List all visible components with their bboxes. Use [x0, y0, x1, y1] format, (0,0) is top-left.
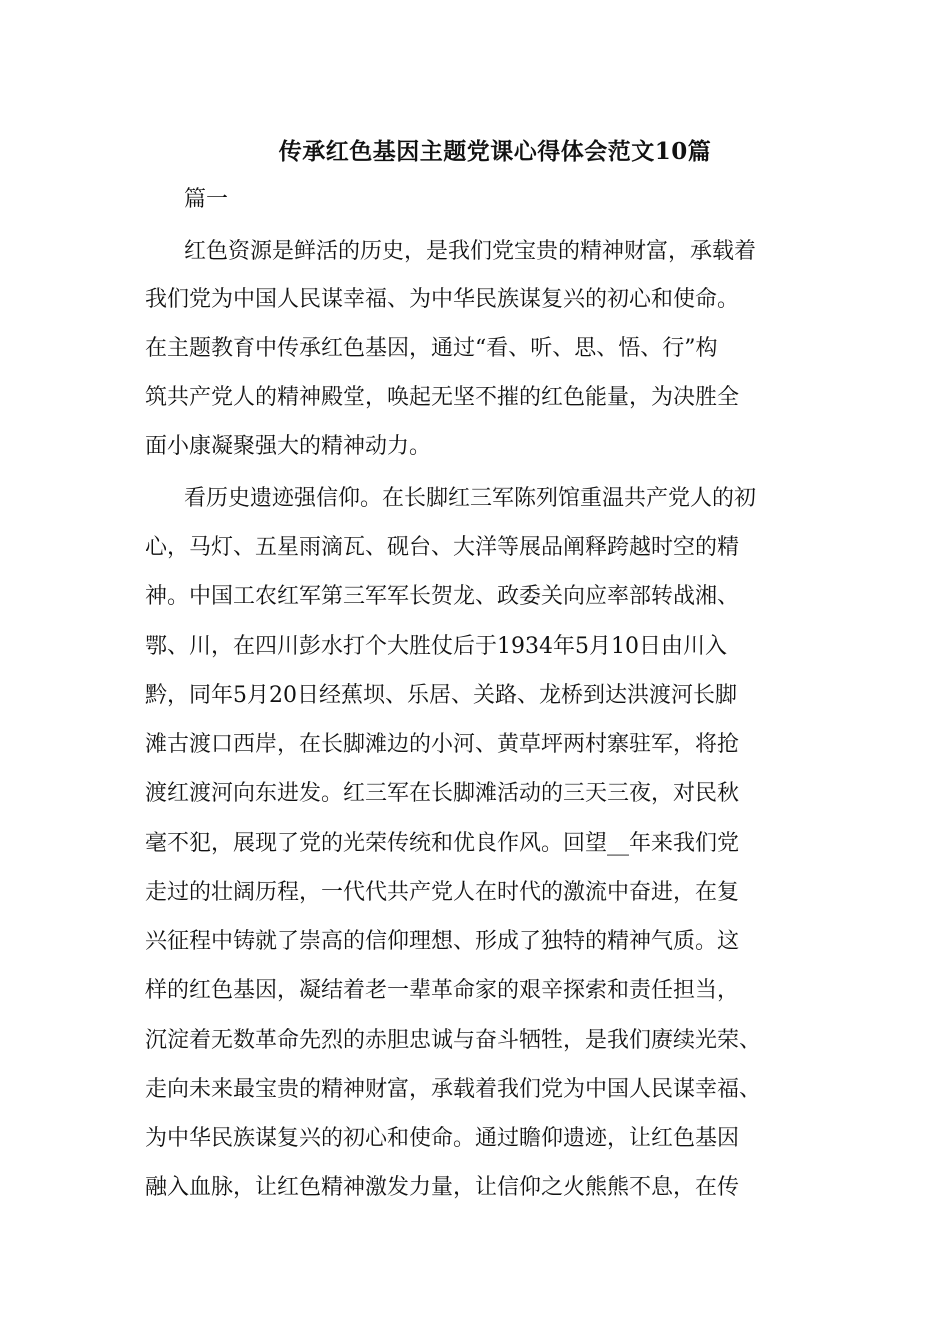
text-line: 筑共产党人的精神殿堂，唤起无坚不摧的红色能量，为决胜全 — [145, 385, 740, 410]
text-line: 走向未来最宝贵的精神财富，承载着我们党为中国人民谋幸福、 — [145, 1077, 762, 1102]
text-line: 面小康凝聚强大的精神动力。 — [145, 434, 432, 459]
text-line: 样的红色基因，凝结着老一辈革命家的艰辛探索和责任担当， — [145, 978, 740, 1003]
text-line: 为中华民族谋复兴的初心和使命。通过瞻仰遗迹，让红色基因 — [145, 1126, 740, 1151]
text-line: 看历史遗迹强信仰。在长脚红三军陈列馆重温共产党人的初 — [184, 486, 757, 511]
text-line: 沉淀着无数革命先烈的赤胆忠诚与奋斗牺牲，是我们赓续光荣、 — [145, 1028, 762, 1053]
text-line: 红色资源是鲜活的历史，是我们党宝贵的精神财富，承载着 — [184, 239, 757, 264]
text-line: 兴征程中铸就了崇高的信仰理想、形成了独特的精神气质。这 — [145, 929, 740, 954]
document-title: 传承红色基因主题党课心得体会范文10篇 — [278, 138, 712, 165]
text-line: 走过的壮阔历程，一代代共产党人在时代的激流中奋进，在复 — [145, 880, 740, 905]
text-line: 在主题教育中传承红色基因，通过“看、听、思、悟、行”构 — [145, 336, 718, 361]
text-line: 滩古渡口西岸，在长脚滩边的小河、黄草坪两村寨驻军，将抢 — [145, 732, 740, 757]
text-line: 融入血脉，让红色精神激发力量，让信仰之火熊熊不息，在传 — [145, 1175, 740, 1200]
section-label: 篇一 — [184, 187, 229, 212]
text-line: 神。中国工农红军第三军军长贺龙、政委关向应率部转战湘、 — [145, 584, 740, 609]
text-line: 鄂、川，在四川彭水打个大胜仗后于1934年5月10日由川入 — [145, 634, 727, 659]
text-line: 毫不犯，展现了党的光荣传统和优良作风。回望__年来我们党 — [145, 831, 740, 856]
text-line: 我们党为中国人民谋幸福、为中华民族谋复兴的初心和使命。 — [145, 287, 740, 312]
text-line: 渡红渡河向东进发。红三军在长脚滩活动的三天三夜，对民秋 — [145, 781, 740, 806]
text-line: 心，马灯、五星雨滴瓦、砚台、大洋等展品阐释跨越时空的精 — [145, 535, 740, 560]
text-line: 黔，同年5月20日经蕉坝、乐居、关路、龙桥到达洪渡河长脚 — [145, 683, 737, 708]
